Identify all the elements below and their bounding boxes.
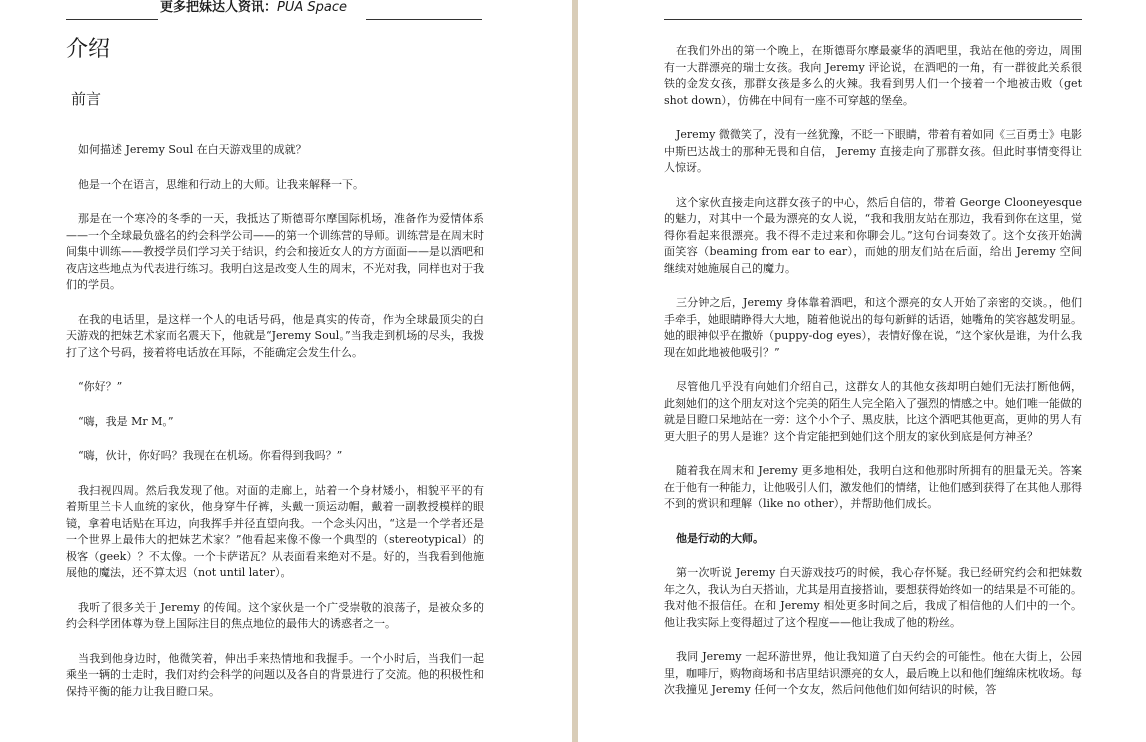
header-rule bbox=[664, 19, 1082, 20]
paragraph: 尽管他几乎没有向她们介绍自己，这群女人的其他女孩却明白她们无法打断他俩，此刻她们的这个朋友对这个完美的陌生人完全陷入了强烈的情感之中。她们唯一能做的就是目瞪口呆地站在一旁：这个小个子、黑皮肤，比这个酒吧其他更高，更帅的男人有更大胆子的男人是谁？这个肯定能把到她们这个朋友的家伙到底是何方神圣？ bbox=[664, 380, 1082, 443]
page-header bbox=[160, 0, 347, 16]
paragraph: “嗨，我是 Mr M。” bbox=[78, 414, 174, 428]
paragraph: 在我们外出的第一个晚上，在斯德哥尔摩最豪华的酒吧里，我站在他的旁边，周围有一大群漂亮的瑞士女孩。我向 Jeremy 评论说，在酒吧的一角，有一群彼此关系很铁的金发女孩，那群女孩是多么的火辣。我看到男人们一个接着一个地被击败（get shot down），仿佛在中间有一座不可穿越的堡垒。 bbox=[664, 44, 1082, 107]
right-body-text bbox=[664, 43, 1082, 717]
paragraph: Jeremy 微微笑了，没有一丝犹豫，不眨一下眼睛，带着有着如同《三百勇士》电影中斯巴达战士的那种无畏和自信， Jeremy 直接走向了那群女孩。但此时事情变得让人惊讶。 bbox=[664, 128, 1082, 174]
paragraph: 这个家伙直接走向这群女孩子的中心，然后自信的，带着 George Clooneyesque 的魅力，对其中一个最为漂亮的女人说，“我和我朋友站在那边，我看到你在这里，觉得你看起来很漂亮。我不得不走过来和你聊会儿。”这句台词奏效了。这个女孩开始满面笑容（beaming from ear to ear），而她的朋友们站在后面，给出 Jeremy 空间继续对她施展自己的魔力。 bbox=[664, 195, 1082, 275]
left-body-text bbox=[66, 142, 484, 718]
paragraph-heading: 他是行动的大师。 bbox=[676, 531, 764, 545]
paragraph: 如何描述 Jeremy Soul 在白天游戏里的成就？ bbox=[78, 143, 307, 156]
paragraph: 他是一个在语言，思维和行动上的大师。让我来解释一下。 bbox=[78, 177, 364, 191]
header-text: 更多把妹达人资讯： bbox=[160, 0, 278, 15]
header-rule-right bbox=[366, 19, 482, 20]
chapter-title: 介绍 bbox=[66, 37, 111, 62]
paragraph: 三分钟之后，Jeremy 身体靠着酒吧，和这个漂亮的女人开始了亲密的交谈。，他们手牵手，她眼睛睁得大大地，随着他说出的每句新鲜的话语，她嘴角的笑容越发明显。她的眼神似乎在撒娇（puppy-dog eyes），表情好像在说，“这个家伙是谁，为什么我现在如此地被他吸引？” bbox=[664, 296, 1082, 359]
paragraph: 在我的电话里，是这样一个人的电话号码，他是真实的传奇，作为全球最顶尖的白天游戏的把妹艺术家而名震天下，他就是“Jeremy Soul。”当我走到机场的尽头，我拨打了这个号码，接着将电话放在耳际，不能确定会发生什么。 bbox=[66, 312, 484, 359]
paragraph: 随着我在周末和 Jeremy 更多地相处，我明白这和他那时所拥有的胆量无关。答案在于他有一种能力，让他吸引人们，激发他们的情绪，让他们感到获得了在其他人那得不到的赏识和理解（like no other），并帮助他们成长。 bbox=[664, 464, 1082, 510]
paragraph: “你好？” bbox=[78, 380, 123, 393]
paragraph: 我听了很多关于 Jeremy 的传闻。这个家伙是一个广受崇敬的浪荡子，是被众多的约会科学团体尊为登上国际注目的焦点地位的最伟大的诱惑者之一。 bbox=[66, 600, 484, 630]
header-brand: PUA Space bbox=[277, 0, 348, 15]
paragraph: 那是在一个寒冷的冬季的一天，我抵达了斯德哥尔摩国际机场，准备作为爱情体系——一个全球最负盛名的约会科学公司——的第一个训练营的导师。训练营是在周末时间集中训练——教授学员们学习关于结识，约会和接近女人的方方面面——是以酒吧和夜店这些地点为代表进行练习。我明白这是改变人生的周末，不光对我，同样也对于我们的学员。 bbox=[66, 212, 484, 291]
section-title: 前言 bbox=[71, 90, 102, 108]
left-page bbox=[0, 0, 572, 742]
paragraph: 我同 Jeremy 一起环游世界，他让我知道了白天约会的可能性。他在大街上，公园里，咖啡厅，购物商场和书店里结识漂亮的女人，最后晚上以和他们缠绵床枕收场。每次我撞见 Jeremy 任何一个女友，然后问他他们如何结识的时候，答 bbox=[664, 650, 1082, 696]
paragraph: 第一次听说 Jeremy 白天游戏技巧的时候，我心存怀疑。我已经研究约会和把妹数年之久，我认为白天搭讪，尤其是用直接搭讪，要想获得始终如一的结果是不可能的。我对他不报信任。在和 Jeremy 相处更多时间之后，我成了相信他的人们中的一个。他让我实际上变得超过了这个程度——他让我成了他的粉丝。 bbox=[664, 566, 1082, 629]
right-page bbox=[578, 0, 1146, 742]
paragraph: 当我到他身边时，他微笑着，伸出手来热情地和我握手。一个小时后，当我们一起乘坐一辆的士走时，我们对约会科学的问题以及各自的背景进行了交流。他的积极性和保持平衡的能力让我目瞪口呆。 bbox=[66, 651, 484, 698]
header-rule-left bbox=[66, 19, 158, 20]
paragraph: 我扫视四周。然后我发现了他。对面的走廊上，站着一个身材矮小，相貌平平的有着斯里兰卡人血统的家伙，他身穿牛仔裤，头戴一顶运动帽，戴着一副教授模样的眼镜，拿着电话贴在耳边，向我挥手并径直望向我。一个念头闪出，“这是一个学者还是一个世界上最伟大的把妹艺术家？”他看起来像不像一个典型的（stereotypical）的极客（geek）？不太像。一个卡萨诺瓦？从表面看来绝对不是。好的，当我看到他施展他的魔法，还不算太迟（not until later）。 bbox=[66, 483, 484, 579]
paragraph: “嗨，伙计，你好吗？我现在在机场。你看得到我吗？” bbox=[78, 449, 343, 462]
